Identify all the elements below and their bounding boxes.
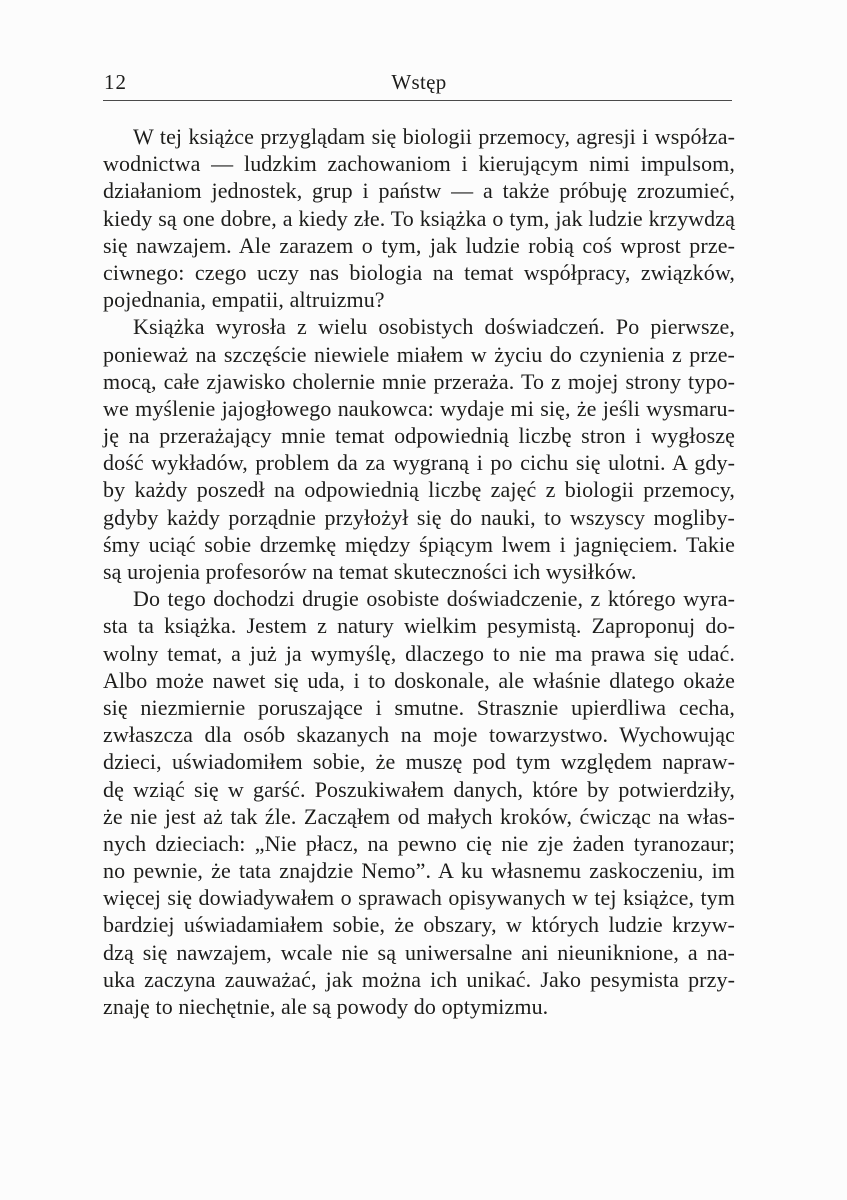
- body-text: [103, 123, 735, 1020]
- page-number: 12: [104, 70, 127, 94]
- text-line: ję na przerażający mnie temat odpowiednią liczbę stron i wygłoszę: [103, 423, 735, 449]
- text-line: nych dzieciach: „Nie płacz, na pewno cię nie zje żaden tyranozaur;: [103, 830, 735, 856]
- text-line: działaniom jednostek, grup i państw — a także próbuję zrozumieć,: [103, 178, 735, 204]
- text-line: ponieważ na szczęście niewiele miałem w życiu do czynienia z prze-: [103, 341, 735, 367]
- text-line: dzą się nawzajem, wcale nie są uniwersalne ani nieuniknione, a na-: [103, 939, 735, 965]
- paragraph: [103, 313, 735, 585]
- text-line: kiedy są one dobre, a kiedy złe. To książka o tym, jak ludzie krzywdzą: [103, 205, 735, 231]
- text-line: no pewnie, że tata znajdzie Nemo”. A ku własnemu zaskoczeniu, im: [103, 858, 735, 884]
- text-line: Książka wyrosła z wielu osobistych doświadczeń. Po pierwsze,: [133, 314, 735, 340]
- text-line: bardziej uświadamiałem sobie, że obszary, w których ludzie krzyw-: [103, 912, 735, 938]
- text-line: dzieci, uświadomiłem sobie, że muszę pod tym względem napraw-: [103, 749, 735, 775]
- text-line: wolny temat, a już ja wymyślę, dlaczego to nie ma prawa się udać.: [103, 640, 735, 666]
- text-line: się nawzajem. Ale zarazem o tym, jak ludzie robią coś wprost prze-: [103, 232, 735, 258]
- text-line: się niezmiernie poruszające i smutne. Strasznie upierdliwa cecha,: [103, 694, 735, 720]
- text-line: uka zaczyna zauważać, jak można ich unikać. Jako pesymista przy-: [103, 966, 735, 992]
- running-head: [103, 70, 735, 96]
- section-title: Wstęp: [391, 70, 447, 94]
- text-line: sta ta książka. Jestem z natury wielkim pesymistą. Zaproponuj do-: [103, 613, 735, 639]
- text-line: są urojenia profesorów na temat skuteczności ich wysiłków.: [103, 559, 637, 584]
- text-line: wodnictwa — ludzkim zachowaniom i kierującym nimi impulsom,: [103, 151, 735, 177]
- text-line: pojednania, empatii, altruizmu?: [103, 287, 385, 313]
- text-line: dę wziąć się w garść. Poszukiwałem danych, które by potwierdziły,: [103, 776, 735, 802]
- text-line: we myślenie jajogłowego naukowca: wydaje mi się, że jeśli wysmaru-: [103, 395, 735, 421]
- text-line: gdyby każdy porządnie przyłożył się do nauki, to wszyscy mogliby-: [103, 504, 735, 530]
- text-line: zwłaszcza dla osób skazanych na moje towarzystwo. Wychowując: [103, 722, 735, 748]
- text-line: by każdy poszedł na odpowiednią liczbę zajęć z biologii przemocy,: [103, 477, 735, 503]
- text-line: Do tego dochodzi drugie osobiste doświadczenie, z którego wyra-: [133, 586, 735, 612]
- text-line: Albo może nawet się uda, i to doskonale, ale właśnie dlatego okaże: [103, 667, 735, 693]
- paragraph: [103, 123, 735, 313]
- text-line: mocą, całe zjawisko cholernie mnie przeraża. To z mojej strony typo-: [103, 368, 735, 394]
- text-line: W tej książce przyglądam się biologii przemocy, agresji i współza-: [133, 124, 735, 149]
- header-rule: [103, 100, 732, 101]
- text-line: dość wykładów, problem da za wygraną i po cichu się ulotni. A gdy-: [103, 450, 735, 476]
- text-line: więcej się dowiadywałem o sprawach opisywanych w tej książce, tym: [103, 885, 735, 911]
- text-line: ciwnego: czego uczy nas biologia na temat współpracy, związków,: [103, 259, 735, 285]
- text-line: znaję to niechętnie, ale są powody do optymizmu.: [103, 994, 549, 1019]
- text-line: śmy uciąć sobie drzemkę między śpiącym lwem i jagnięciem. Takie: [103, 531, 735, 557]
- text-line: że nie jest aż tak źle. Zacząłem od małych kroków, ćwicząc na włas-: [103, 803, 735, 829]
- paragraph: [103, 585, 735, 1020]
